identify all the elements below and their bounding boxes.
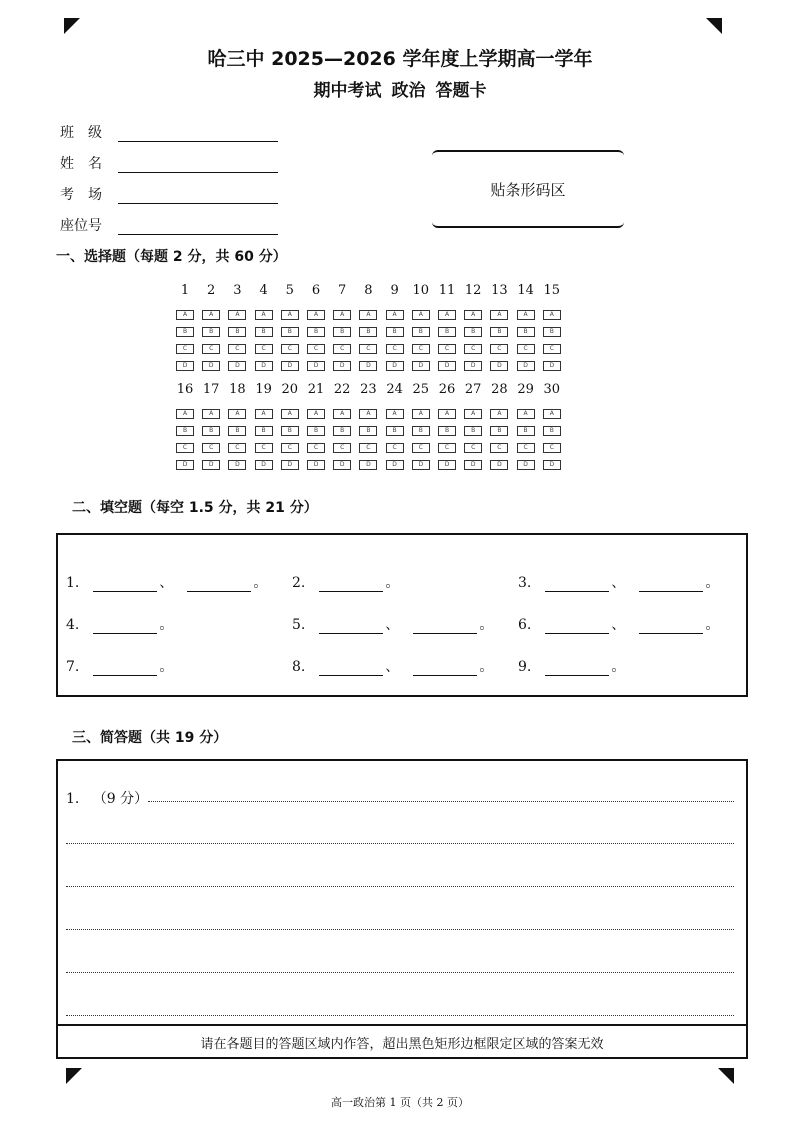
answer-bubble-d[interactable]: D: [438, 361, 456, 371]
answer-bubble-c[interactable]: C: [359, 344, 377, 354]
answer-bubble-d[interactable]: D: [333, 460, 351, 470]
question-number: 23: [360, 382, 377, 397]
section3-title: 三、简答题（共 19 分）: [72, 730, 228, 746]
answer-line[interactable]: [148, 801, 734, 802]
question-number: 4: [259, 283, 268, 298]
fill-blank-item: [66, 572, 267, 592]
answer-bubble-c[interactable]: C: [438, 344, 456, 354]
blank-line[interactable]: [639, 577, 703, 592]
answer-bubble-c[interactable]: C: [176, 443, 194, 453]
fill-blank-number: 6.: [518, 617, 532, 633]
answer-bubble-c[interactable]: C: [333, 443, 351, 453]
answer-bubble-a[interactable]: A: [543, 409, 561, 419]
corner-mark-top-right: [706, 18, 722, 34]
answer-bubble-a[interactable]: A: [228, 409, 246, 419]
answer-bubble-b[interactable]: B: [412, 327, 430, 337]
answer-bubble-d[interactable]: D: [543, 361, 561, 371]
question-number: 16: [176, 382, 194, 397]
short-answer-box: [56, 759, 748, 1059]
answer-bubble-c[interactable]: C: [543, 344, 561, 354]
answer-bubble-d[interactable]: D: [359, 460, 377, 470]
answer-bubble-c[interactable]: C: [202, 443, 220, 453]
class-input-line[interactable]: [118, 125, 278, 142]
answer-bubble-d[interactable]: D: [386, 361, 404, 371]
answer-bubble-c[interactable]: C: [333, 344, 351, 354]
question-number: 29: [517, 382, 534, 397]
fill-blank-item: [66, 656, 173, 676]
corner-mark-bottom-right: [718, 1068, 734, 1084]
answer-bubble-b[interactable]: B: [307, 426, 325, 436]
blank-punctuation: 、: [611, 617, 626, 633]
question-number: 26: [438, 382, 456, 397]
answer-bubble-b[interactable]: B: [386, 327, 404, 337]
answer-bubble-a[interactable]: A: [255, 409, 273, 419]
answer-bubble-d[interactable]: D: [517, 460, 535, 470]
answer-bubble-a[interactable]: A: [438, 310, 456, 320]
answer-bubble-b[interactable]: B: [438, 426, 456, 436]
fill-blank-item: [518, 656, 625, 676]
blank-line[interactable]: [413, 619, 477, 634]
section1-title: 一、选择题（每题 2 分，共 60 分）: [56, 249, 287, 265]
question-number: 28: [491, 382, 508, 397]
answer-line[interactable]: [66, 929, 734, 930]
answer-bubble-a[interactable]: A: [464, 310, 482, 320]
answer-bubble-b[interactable]: B: [517, 426, 535, 436]
answer-bubble-d[interactable]: D: [176, 460, 194, 470]
fill-blank-number: 7.: [66, 659, 80, 675]
fill-blank-number: 2.: [292, 575, 306, 591]
blank-line[interactable]: [319, 577, 383, 592]
blank-line[interactable]: [545, 577, 609, 592]
answer-bubble-a[interactable]: A: [255, 310, 273, 320]
seat-label: 座位号: [60, 218, 102, 234]
answer-bubble-d[interactable]: D: [543, 460, 561, 470]
question-number: 11: [438, 283, 456, 298]
answer-bubble-a[interactable]: A: [176, 310, 194, 320]
answer-bubble-b[interactable]: B: [202, 426, 220, 436]
answer-bubble-a[interactable]: A: [333, 409, 351, 419]
answer-bubble-d[interactable]: D: [490, 460, 508, 470]
answer-bubble-c[interactable]: C: [517, 344, 535, 354]
answer-bubble-d[interactable]: D: [281, 460, 299, 470]
answer-bubble-c[interactable]: C: [386, 344, 404, 354]
question-number: 5: [285, 283, 294, 298]
blank-punctuation: 、: [385, 659, 400, 675]
answer-bubble-b[interactable]: B: [359, 426, 377, 436]
seat-input-line[interactable]: [118, 218, 278, 235]
answer-bubble-c[interactable]: C: [176, 344, 194, 354]
question-number: 21: [307, 382, 325, 397]
answer-bubble-c[interactable]: C: [412, 443, 430, 453]
answer-bubble-b[interactable]: B: [176, 426, 194, 436]
blank-punctuation: 。: [159, 659, 174, 675]
question-number: 12: [464, 283, 482, 298]
answer-bubble-c[interactable]: C: [307, 443, 325, 453]
answer-line[interactable]: [66, 886, 734, 887]
answer-bubble-d[interactable]: D: [412, 361, 430, 371]
answer-bubble-b[interactable]: B: [255, 426, 273, 436]
answer-bubble-b[interactable]: B: [464, 426, 482, 436]
answer-bubble-a[interactable]: A: [359, 409, 377, 419]
card-name: 答题卡: [435, 81, 487, 101]
answer-bubble-d[interactable]: D: [255, 361, 273, 371]
answer-bubble-d[interactable]: D: [464, 361, 482, 371]
question-number: 30: [543, 382, 561, 397]
answer-bubble-a[interactable]: A: [307, 409, 325, 419]
fill-blank-item: [292, 572, 399, 592]
answer-bubble-b[interactable]: B: [490, 327, 508, 337]
answer-bubble-c[interactable]: C: [228, 443, 246, 453]
answer-bubble-b[interactable]: B: [281, 426, 299, 436]
blank-punctuation: 。: [479, 617, 494, 633]
answer-bubble-a[interactable]: A: [438, 409, 456, 419]
blank-line[interactable]: [93, 661, 157, 676]
question-number: 24: [386, 382, 403, 397]
answer-bubble-d[interactable]: D: [359, 361, 377, 371]
answer-line[interactable]: [66, 1015, 734, 1016]
question-number: 9: [390, 283, 399, 298]
answer-bubble-b[interactable]: B: [464, 327, 482, 337]
answer-bubble-a[interactable]: A: [490, 409, 508, 419]
answer-bubble-c[interactable]: C: [202, 344, 220, 354]
blank-punctuation: 。: [253, 575, 268, 591]
answer-bubble-d[interactable]: D: [386, 460, 404, 470]
answer-bubble-c[interactable]: C: [386, 443, 404, 453]
blank-punctuation: 、: [385, 617, 400, 633]
q1-number: 1.: [66, 791, 80, 807]
question-number: 1: [180, 283, 190, 298]
room-input-line[interactable]: [118, 187, 278, 204]
blank-line[interactable]: [545, 619, 609, 634]
answer-bubble-d[interactable]: D: [202, 460, 220, 470]
answer-bubble-b[interactable]: B: [438, 327, 456, 337]
q1-score: （9 分）: [92, 791, 149, 807]
blank-line[interactable]: [187, 577, 251, 592]
page-subtitle: [0, 76, 800, 101]
fill-blank-number: 9.: [518, 659, 532, 675]
question-number: 22: [333, 382, 351, 397]
fill-blank-item: [292, 656, 493, 676]
notice-divider: [56, 1024, 748, 1026]
answer-bubble-d[interactable]: D: [412, 460, 430, 470]
blank-punctuation: 。: [479, 659, 494, 675]
answer-bubble-c[interactable]: C: [255, 344, 273, 354]
answer-bubble-a[interactable]: A: [228, 310, 246, 320]
answer-bubble-a[interactable]: A: [359, 310, 377, 320]
answer-bubble-b[interactable]: B: [228, 426, 246, 436]
answer-bubble-c[interactable]: C: [490, 344, 508, 354]
fill-blank-item: [518, 614, 719, 634]
answer-bubble-b[interactable]: B: [543, 327, 561, 337]
blank-punctuation: 、: [159, 575, 174, 591]
question-number: 17: [202, 382, 220, 397]
answer-bubble-b[interactable]: B: [281, 327, 299, 337]
room-label: 考 场: [60, 187, 102, 203]
answer-bubble-b[interactable]: B: [333, 426, 351, 436]
blank-line[interactable]: [319, 619, 383, 634]
question-number: 20: [281, 382, 299, 397]
answer-bubble-a[interactable]: A: [202, 310, 220, 320]
answer-bubble-c[interactable]: C: [359, 443, 377, 453]
answer-bubble-d[interactable]: D: [255, 460, 273, 470]
corner-mark-top-left: [64, 18, 80, 34]
fill-blank-item: [292, 614, 493, 634]
page-footer: 高一政治第 1 页（共 2 页）: [331, 1096, 469, 1109]
answer-bubble-b[interactable]: B: [490, 426, 508, 436]
answer-bubble-d[interactable]: D: [490, 361, 508, 371]
answer-bubble-d[interactable]: D: [202, 361, 220, 371]
blank-punctuation: 。: [159, 617, 174, 633]
barcode-area: [432, 150, 624, 228]
question-number: 10: [412, 283, 430, 298]
answer-bubble-a[interactable]: A: [281, 409, 299, 419]
answer-bubble-c[interactable]: C: [228, 344, 246, 354]
answer-bubble-c[interactable]: C: [281, 443, 299, 453]
answer-bubble-b[interactable]: B: [333, 327, 351, 337]
answer-bubble-c[interactable]: C: [543, 443, 561, 453]
answer-bubble-b[interactable]: B: [176, 327, 194, 337]
question-number: 8: [364, 283, 373, 298]
answer-bubble-b[interactable]: B: [307, 327, 325, 337]
answer-bubble-b[interactable]: B: [228, 327, 246, 337]
answer-bubble-b[interactable]: B: [543, 426, 561, 436]
answer-bubble-b[interactable]: B: [386, 426, 404, 436]
blank-punctuation: 、: [611, 575, 626, 591]
class-label: 班 级: [60, 125, 102, 141]
answer-bubble-a[interactable]: A: [412, 409, 430, 419]
fill-blank-number: 5.: [292, 617, 306, 633]
answer-bubble-a[interactable]: A: [412, 310, 430, 320]
question-number: 18: [229, 382, 246, 397]
room-field[interactable]: [60, 184, 278, 204]
blank-punctuation: 。: [611, 659, 626, 675]
answer-line[interactable]: [66, 972, 734, 973]
corner-mark-bottom-left: [66, 1068, 82, 1084]
answer-bubble-d[interactable]: D: [228, 460, 246, 470]
page-title: 哈三中 2025—2026 学年度上学期高一学年: [207, 48, 593, 70]
blank-punctuation: 。: [705, 617, 720, 633]
question-number: 2: [207, 283, 216, 298]
exam-name: 期中考试: [313, 81, 382, 101]
answer-bubble-b[interactable]: B: [517, 327, 535, 337]
question-number: 6: [311, 283, 321, 298]
question-number: 3: [233, 283, 242, 298]
barcode-label: 贴条形码区: [490, 180, 566, 199]
fill-blank-number: 3.: [518, 575, 532, 591]
answer-bubble-a[interactable]: A: [202, 409, 220, 419]
answer-line[interactable]: [66, 843, 734, 844]
fill-blank-number: 4.: [66, 617, 80, 633]
answer-bubble-d[interactable]: D: [307, 361, 325, 371]
short-answer-q1-label: [66, 788, 148, 808]
fill-blank-number: 8.: [292, 659, 306, 675]
section2-title: 二、填空题（每空 1.5 分，共 21 分）: [72, 500, 318, 516]
answer-bubble-a[interactable]: A: [386, 409, 404, 419]
answer-bubble-d[interactable]: D: [228, 361, 246, 371]
answer-bubble-c[interactable]: C: [464, 443, 482, 453]
blank-line[interactable]: [93, 577, 157, 592]
question-number: 7: [338, 283, 347, 298]
answer-bubble-c[interactable]: C: [307, 344, 325, 354]
answer-bubble-c[interactable]: C: [464, 344, 482, 354]
fill-blank-item: [518, 572, 719, 592]
answer-bubble-d[interactable]: D: [464, 460, 482, 470]
answer-bubble-a[interactable]: A: [490, 310, 508, 320]
blank-line[interactable]: [639, 619, 703, 634]
answer-bubble-a[interactable]: A: [333, 310, 351, 320]
answer-bubble-c[interactable]: C: [517, 443, 535, 453]
answer-bubble-a[interactable]: A: [517, 310, 535, 320]
answer-bubble-c[interactable]: C: [255, 443, 273, 453]
answer-bubble-a[interactable]: A: [543, 310, 561, 320]
blank-punctuation: 。: [705, 575, 720, 591]
blank-line[interactable]: [413, 661, 477, 676]
name-field[interactable]: [60, 153, 278, 173]
seat-field[interactable]: [60, 215, 278, 235]
blank-line[interactable]: [319, 661, 383, 676]
class-field[interactable]: [60, 122, 278, 142]
question-number: 19: [255, 382, 272, 397]
answer-bubble-a[interactable]: A: [517, 409, 535, 419]
answer-bubble-c[interactable]: C: [412, 344, 430, 354]
answer-bubble-d[interactable]: D: [517, 361, 535, 371]
name-label: 姓 名: [60, 156, 102, 172]
answer-bubble-a[interactable]: A: [307, 310, 325, 320]
subject-name: 政治: [391, 81, 426, 101]
answer-bubble-a[interactable]: A: [176, 409, 194, 419]
answer-bubble-b[interactable]: B: [359, 327, 377, 337]
answer-bubble-b[interactable]: B: [202, 327, 220, 337]
answer-bubble-a[interactable]: A: [281, 310, 299, 320]
answer-bubble-c[interactable]: C: [438, 443, 456, 453]
answer-bubble-c[interactable]: C: [281, 344, 299, 354]
blank-line[interactable]: [545, 661, 609, 676]
name-input-line[interactable]: [118, 156, 278, 173]
answer-bubble-c[interactable]: C: [490, 443, 508, 453]
answer-bubble-b[interactable]: B: [412, 426, 430, 436]
answer-bubble-b[interactable]: B: [255, 327, 273, 337]
answer-bubble-a[interactable]: A: [386, 310, 404, 320]
answer-bubble-a[interactable]: A: [464, 409, 482, 419]
question-number: 27: [464, 382, 482, 397]
answer-bubble-d[interactable]: D: [438, 460, 456, 470]
question-number: 13: [491, 283, 508, 298]
fill-blank-number: 1.: [66, 575, 80, 591]
blank-line[interactable]: [93, 619, 157, 634]
answer-bubble-d[interactable]: D: [307, 460, 325, 470]
blank-punctuation: 。: [385, 575, 400, 591]
question-number: 15: [543, 283, 561, 298]
question-number: 14: [517, 283, 534, 298]
answer-bubble-d[interactable]: D: [333, 361, 351, 371]
question-number: 25: [412, 382, 430, 397]
notice-text: 请在各题目的答题区域内作答，超出黑色矩形边框限定区域的答案无效: [200, 1037, 604, 1052]
answer-bubble-d[interactable]: D: [281, 361, 299, 371]
answer-bubble-d[interactable]: D: [176, 361, 194, 371]
fill-blank-item: [66, 614, 173, 634]
